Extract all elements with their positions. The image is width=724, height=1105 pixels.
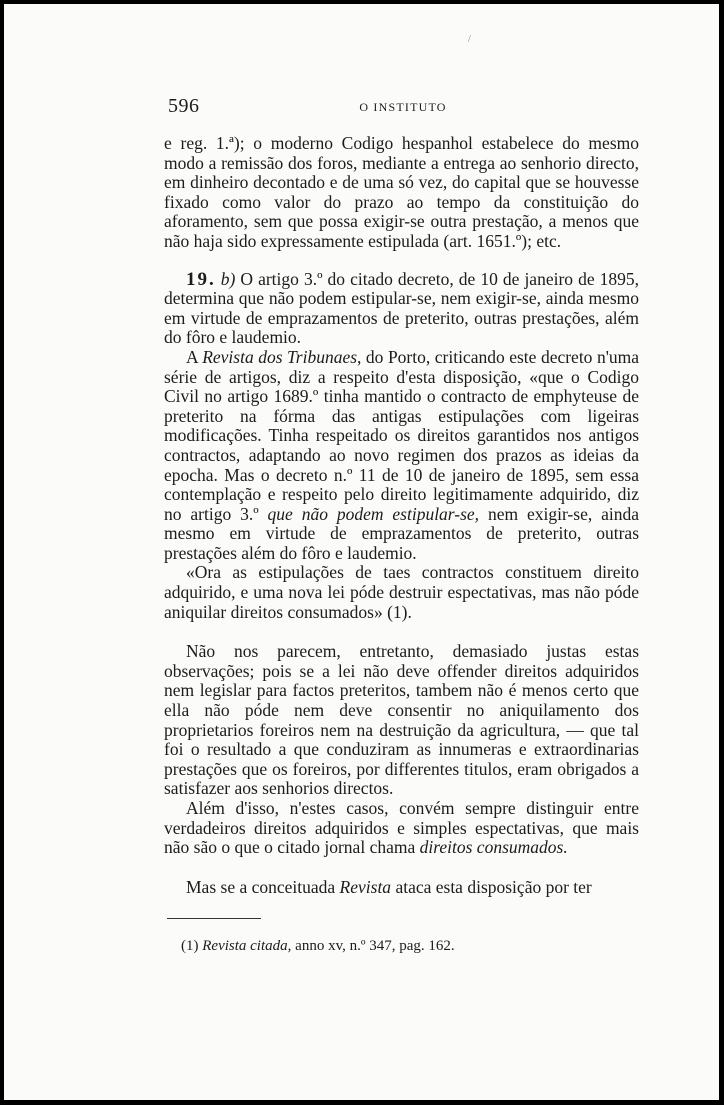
paragraph-section-19 xyxy=(164,270,639,348)
paragraph-7-text-a: Mas se a conceituada xyxy=(186,876,340,897)
section-letter: b) xyxy=(220,268,236,289)
footnote-marker: (1) xyxy=(181,938,199,954)
paragraph-7 xyxy=(164,878,639,898)
running-head: O INSTITUTO xyxy=(359,100,447,114)
paragraph-3-text-a: A xyxy=(186,346,203,367)
paragraph-7-text-b: ataca esta disposição por ter xyxy=(391,876,592,897)
footnote-source: Revista citada, xyxy=(202,938,292,954)
paragraph-5: Não nos parecem, entretanto, demasiado justas estas observações; pois se a lei não deve offender direitos adquiridos nem legislar para factos preteritos, tambem não é menos certo que ella não póde nem deve consentir no aniquilamento dos proprietarios foreiros nem na destruição da agricultura, — que tal foi o resultado a que conduziram as innumeras e extraordinarias prestações que os foreiros, por differentes titulos, eram obrigados a satisfazer aos senhorios directos. xyxy=(164,641,639,799)
paragraph-6 xyxy=(164,799,639,858)
paragraph-4: «Ora as estipulações de taes contractos constituem direito adquirido, e uma nova lei póde destruir espectativas, mas não póde aniquilar direitos consumados» (1). xyxy=(164,562,639,622)
italic-term: direitos consumados. xyxy=(419,837,568,858)
body-text xyxy=(164,134,639,897)
page-number: 596 xyxy=(168,95,200,117)
footnote xyxy=(181,937,631,955)
paragraph-1: e reg. 1.ª); o moderno Codigo hespanhol estabelece do mesmo modo a remissão dos foros, mediante a entrega ao senhorio directo, em dinheiro decontado e de uma só vez, do capital que se houvesse fixado como valor do prazo ao tempo da constituição do aforamento, sem que possa exigir-se outra prestação, a menos que não haja sido expressamente estipulada (art. 1651.º); etc. xyxy=(164,133,639,251)
section-number: 19. xyxy=(186,268,216,290)
journal-name-italic: Revista xyxy=(339,876,392,897)
section-19-text: O artigo 3.º do citado decreto, de 10 de janeiro de 1895, determina que não podem estipular-se, nem exigir-se, ainda mesmo em virtude de emprazamentos de preterito, outras prestações, além do fôro e laudemio. xyxy=(164,268,639,348)
paragraph-3-text-b: do Porto, criticando este decreto n'uma série de artigos, diz a respeito d'esta disposição, «que o Codigo Civil no artigo 1689.º tinha mantido o contracto de emphyteuse de preterito na fórma das antigas estipulações com ligeiras modificações. Tinha respeitado os direitos garantidos nos antigos contractos, adaptando ao novo regimen dos prazos as ideias da epocha. Mas o decreto n.º 11 de 10 de janeiro de 1895, sem essa contemplação e respeito pelo direito legitimamente adquirido, diz no artigo 3.º xyxy=(164,346,639,524)
footnote-text: anno xv, n.º 347, pag. 162. xyxy=(291,938,455,954)
footnote-rule xyxy=(167,918,261,919)
paragraph-3 xyxy=(164,348,639,564)
paragraph-6-text: Além d'isso, n'estes casos, convém sempre distinguir entre verdadeiros direitos adquiridos e simples espectativas, que mais não são o que o citado jornal chama xyxy=(164,798,639,858)
print-speck: / xyxy=(468,34,471,45)
paragraph-3-text-c: nem exigir-se, ainda mesmo em virtude de emprazamentos de preterito, outras prestações além do fôro e laudemio. xyxy=(164,503,639,563)
quoted-italic: que não podem estipular-se, xyxy=(267,503,480,524)
journal-title-italic: Revista dos Tribunaes, xyxy=(202,346,362,367)
page-header xyxy=(164,95,642,117)
book-page xyxy=(4,4,719,1100)
